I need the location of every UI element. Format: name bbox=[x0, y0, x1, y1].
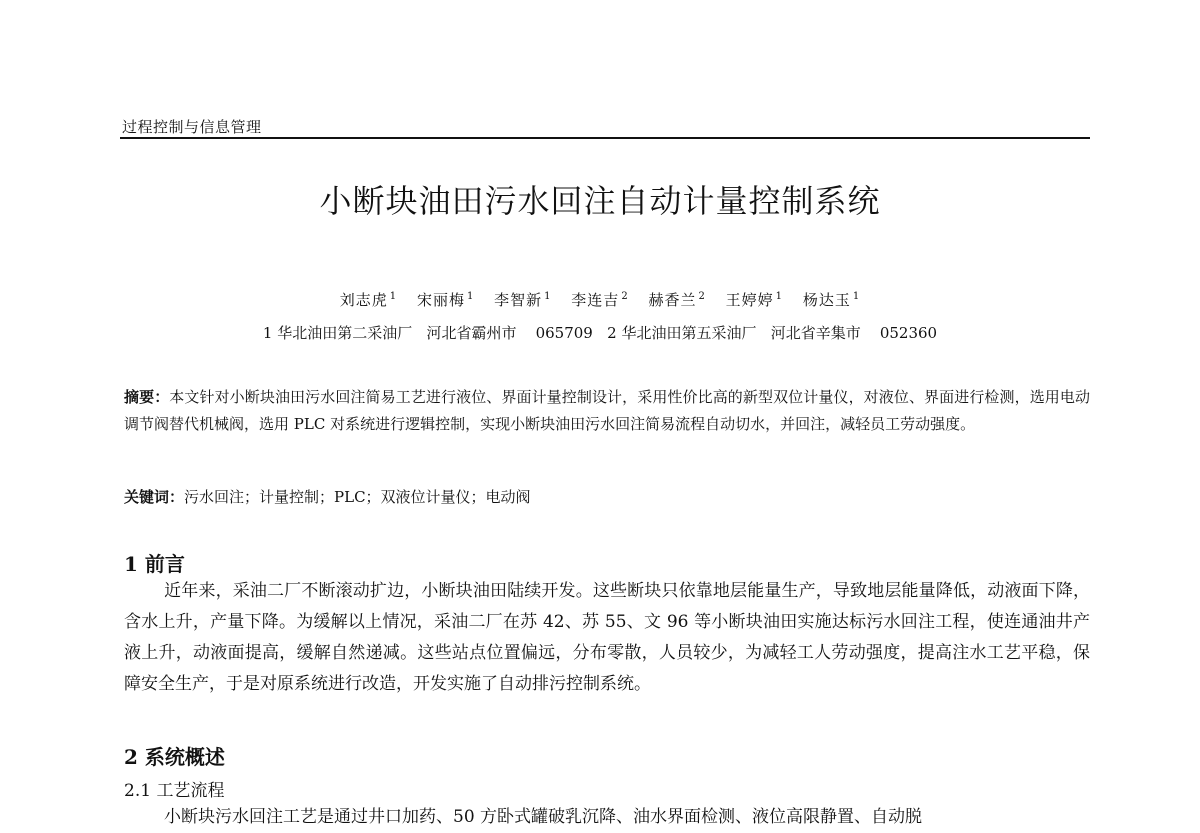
author: 李连吉 $^2$ bbox=[571, 291, 629, 309]
author: 刘志虎 $^1$ bbox=[339, 291, 398, 309]
affiliations: 1 华北油田第二采油厂 河北省霸州市 065709 2 华北油田第五采油厂 河北省辛集市 052360 bbox=[262, 324, 938, 342]
abstract-text: 本文针对小断块油田污水回注简易工艺进行液位、界面计量控制设计，采用性价比高的新型双位计量仪，对液位、界面进行检测，选用电动调节阀替代机械阀，选用 PLC 对系统进行逻辑控制，实现小断块油田污水回注简易流程自动切水，并回注，减轻员工劳动强度。 bbox=[124, 388, 1090, 433]
keywords-text: 污水回注；计量控制；PLC；双液位计量仪；电动阀 bbox=[184, 488, 531, 506]
author: 杨达玉 $^1$ bbox=[802, 291, 861, 309]
section-heading-2: 2 系统概述 bbox=[124, 745, 225, 769]
subsection-heading-2-1: 2.1 工艺流程 bbox=[124, 781, 225, 801]
author: 赫香兰 $^2$ bbox=[648, 291, 706, 309]
author: 王婷婷 $^1$ bbox=[725, 291, 784, 309]
header-rule bbox=[120, 137, 1090, 139]
section-heading-1: 1 前言 bbox=[124, 552, 185, 576]
author: 宋丽梅 $^1$ bbox=[416, 291, 475, 309]
abstract bbox=[124, 384, 1090, 438]
abstract-label: 摘要： bbox=[124, 388, 170, 406]
running-head: 过程控制与信息管理 bbox=[122, 118, 262, 136]
keywords bbox=[124, 486, 1090, 507]
section-2-1-paragraph: 小断块污水回注工艺是通过井口加药、50 方卧式罐破乳沉降、油水界面检测、液位高限静置、自动脱 bbox=[164, 807, 923, 827]
author: 李智新 $^1$ bbox=[494, 291, 552, 309]
section-1-paragraph: 近年来，采油二厂不断滚动扩边，小断块油田陆续开发。这些断块只依靠地层能量生产，导致地层能量降低，动液面下降，含水上升，产量下降。为缓解以上情况，采油二厂在苏 42、苏 55、文 96 等小断块油田实施达标污水回注工程，使连通油井产液上升，动液面提高，缓解自然递减。这些站点位置偏远，分布零散，人员较少，为减轻工人劳动强度，提高注水工艺平稳，保障安全生产，于是对原系统进行改造，开发实施了自动排污控制系统。 bbox=[124, 581, 1090, 694]
paper-title: 小断块油田污水回注自动计量控制系统 bbox=[319, 182, 881, 220]
author-list bbox=[0, 289, 1200, 310]
keywords-label: 关键词： bbox=[124, 488, 185, 506]
